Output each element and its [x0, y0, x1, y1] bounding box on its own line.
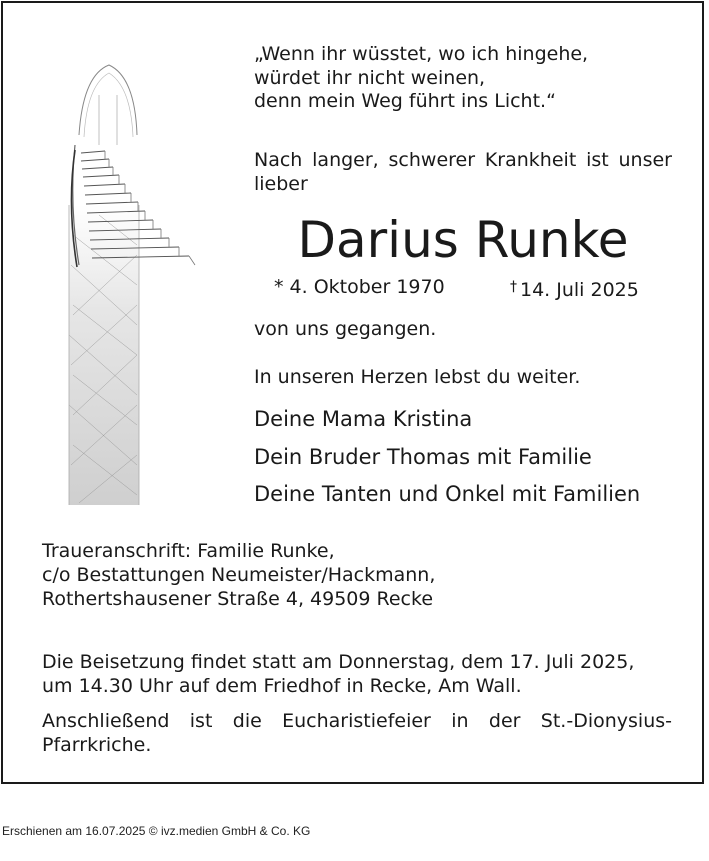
family-line: Deine Mama Kristina	[254, 407, 473, 431]
cross-icon: †	[510, 279, 517, 295]
quote-line: würdet ihr nicht weinen,	[254, 66, 486, 89]
death-date-text: 14. Juli 2025	[520, 279, 639, 301]
family-line: Dein Bruder Thomas mit Familie	[254, 445, 592, 469]
deceased-name: Darius Runke	[297, 211, 629, 269]
eucharist-info: Anschließend ist die Eucharistiefeier in der St.-Dionysius-Pfarrkriche.	[42, 710, 672, 756]
hearts-text: In unseren Herzen lebst du weiter.	[254, 366, 581, 388]
quote	[254, 43, 588, 114]
burial-line: um 14.30 Uhr auf dem Friedhof in Recke, Am Wall.	[42, 675, 522, 697]
address-line: c/o Bestattungen Neumeister/Hackmann,	[42, 564, 436, 586]
departed-text: von uns gegangen.	[254, 318, 437, 340]
obituary-frame	[1, 1, 704, 784]
address-line: Traueranschrift: Familie Runke,	[42, 540, 335, 562]
family-line: Deine Tanten und Onkel mit Familien	[254, 482, 641, 506]
quote-line: denn mein Weg führt ins Licht.“	[254, 90, 556, 112]
quote-line: „Wenn ihr wüsstet, wo ich hingehe,	[254, 43, 589, 65]
staircase-to-light-illustration	[39, 55, 199, 505]
address-line: Rothertshausener Straße 4, 49509 Recke	[42, 588, 434, 610]
birth-date: * 4. Oktober 1970	[274, 276, 445, 298]
intro-text: Nach langer, schwerer Krankheit ist unser lieber	[254, 149, 672, 195]
death-date	[510, 275, 639, 302]
mourning-address	[42, 539, 435, 611]
burial-line: Die Beisetzung findet statt am Donnerstag, dem 17. Juli 2025,	[42, 651, 635, 673]
burial-info	[42, 650, 672, 698]
publication-footer: Erschienen am 16.07.2025 © ivz.medien GmbH & Co. KG	[2, 824, 311, 838]
